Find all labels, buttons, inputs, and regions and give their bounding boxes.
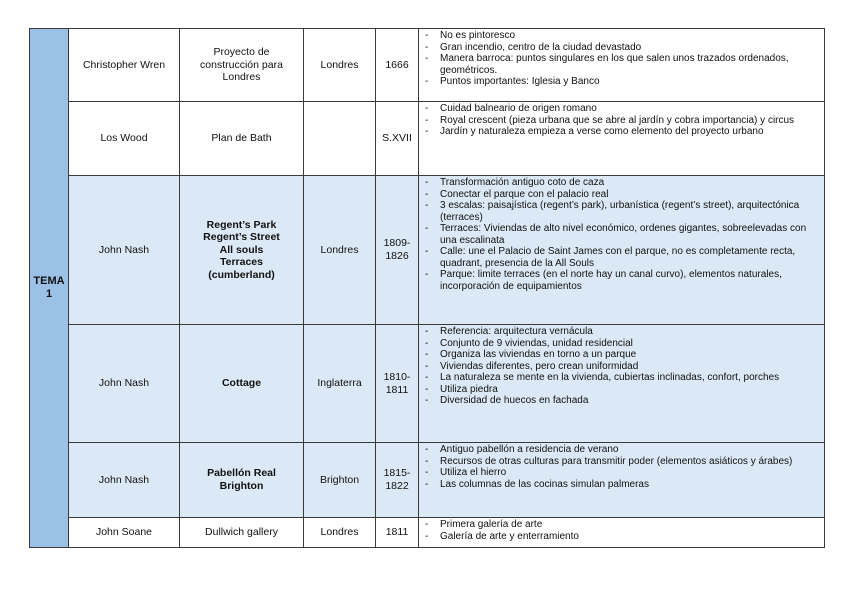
note-item: - Royal crescent (pieza urbana que se abre al jardín y cobra importancia) y circus xyxy=(425,115,820,127)
note-item: - Las columnas de las cocinas simulan palmeras xyxy=(425,479,820,491)
project-cell: Dullwich gallery xyxy=(180,518,304,548)
notes-list xyxy=(425,177,820,292)
project-cell: Proyecto de construcción para Londres xyxy=(180,29,304,102)
date-cell: S.XVII xyxy=(376,102,419,176)
note-item: - Recursos de otras culturas para transmitir poder (elementos asiáticos y árabes) xyxy=(425,456,820,468)
note-item: - Calle: une el Palacio de Saint James con el parque, no es completamente recta, quadrant, presencia de la All Souls xyxy=(425,246,820,269)
place-cell: Londres xyxy=(304,518,376,548)
notes-cell xyxy=(419,518,825,548)
note-item: - Organiza las viviendas en torno a un parque xyxy=(425,349,820,361)
notes-list xyxy=(425,30,820,88)
date-cell: 1815- 1822 xyxy=(376,443,419,518)
note-item: - Viviendas diferentes, pero crean uniformidad xyxy=(425,361,820,373)
note-item: - Utiliza piedra xyxy=(425,384,820,396)
place-cell: Brighton xyxy=(304,443,376,518)
table-row xyxy=(30,102,825,176)
project-cell: Pabellón Real Brighton xyxy=(180,443,304,518)
note-item: - Referencia: arquitectura vernácula xyxy=(425,326,820,338)
date-cell: 1666 xyxy=(376,29,419,102)
author-cell: Los Wood xyxy=(69,102,180,176)
author-cell: Christopher Wren xyxy=(69,29,180,102)
author-cell: John Soane xyxy=(69,518,180,548)
date-cell: 1810- 1811 xyxy=(376,325,419,443)
notes-list xyxy=(425,103,820,138)
table-row xyxy=(30,443,825,518)
project-cell: Cottage xyxy=(180,325,304,443)
place-cell: Londres xyxy=(304,29,376,102)
note-item: - Manera barroca: puntos singulares en los que salen unos trazados ordenados, geométricos. xyxy=(425,53,820,76)
notes-cell xyxy=(419,176,825,325)
note-item: - Primera galería de arte xyxy=(425,519,820,531)
note-item: - Transformación antiguo coto de caza xyxy=(425,177,820,189)
notes-list xyxy=(425,444,820,490)
notes-list xyxy=(425,326,820,407)
table-row xyxy=(30,325,825,443)
project-cell: Regent’s Park Regent’s Street All souls Terraces (cumberland) xyxy=(180,176,304,325)
notes-cell xyxy=(419,325,825,443)
place-cell xyxy=(304,102,376,176)
project-cell: Plan de Bath xyxy=(180,102,304,176)
note-item: - La naturaleza se mente en la vivienda, cubiertas inclinadas, confort, porches xyxy=(425,372,820,384)
table-row xyxy=(30,29,825,102)
date-cell: 1811 xyxy=(376,518,419,548)
place-cell: Londres xyxy=(304,176,376,325)
note-item: - Diversidad de huecos en fachada xyxy=(425,395,820,407)
notes-list xyxy=(425,519,820,542)
note-item: - Utiliza el hierro xyxy=(425,467,820,479)
notes-cell xyxy=(419,102,825,176)
notes-cell xyxy=(419,29,825,102)
note-item: - Antiguo pabellón a residencia de verano xyxy=(425,444,820,456)
place-cell: Inglaterra xyxy=(304,325,376,443)
note-item: - Gran incendio, centro de la ciudad devastado xyxy=(425,42,820,54)
note-item: - Cuidad balneario de origen romano xyxy=(425,103,820,115)
note-item: - Conectar el parque con el palacio real xyxy=(425,189,820,201)
table-row xyxy=(30,176,825,325)
author-cell: John Nash xyxy=(69,176,180,325)
note-item: - Terraces: Viviendas de alto nivel económico, ordenes gigantes, sobreelevadas con una escalinata xyxy=(425,223,820,246)
author-cell: John Nash xyxy=(69,325,180,443)
note-item: - Parque: limite terraces (en el norte hay un canal curvo), elementos naturales, incorporación de equipamientos xyxy=(425,269,820,292)
author-cell: John Nash xyxy=(69,443,180,518)
note-item: - Jardín y naturaleza empieza a verse como elemento del proyecto urbano xyxy=(425,126,820,138)
note-item: - Galería de arte y enterramiento xyxy=(425,531,820,543)
tema-label: TEMA 1 xyxy=(30,29,69,548)
table-row xyxy=(30,518,825,548)
architecture-table xyxy=(29,28,825,548)
note-item: - No es pintoresco xyxy=(425,30,820,42)
notes-cell xyxy=(419,443,825,518)
date-cell: 1809- 1826 xyxy=(376,176,419,325)
note-item: - Conjunto de 9 viviendas, unidad residencial xyxy=(425,338,820,350)
note-item: - Puntos importantes: Iglesia y Banco xyxy=(425,76,820,88)
note-item: - 3 escalas: paisajística (regent’s park), urbanística (regent’s street), arquitectónica (terraces) xyxy=(425,200,820,223)
